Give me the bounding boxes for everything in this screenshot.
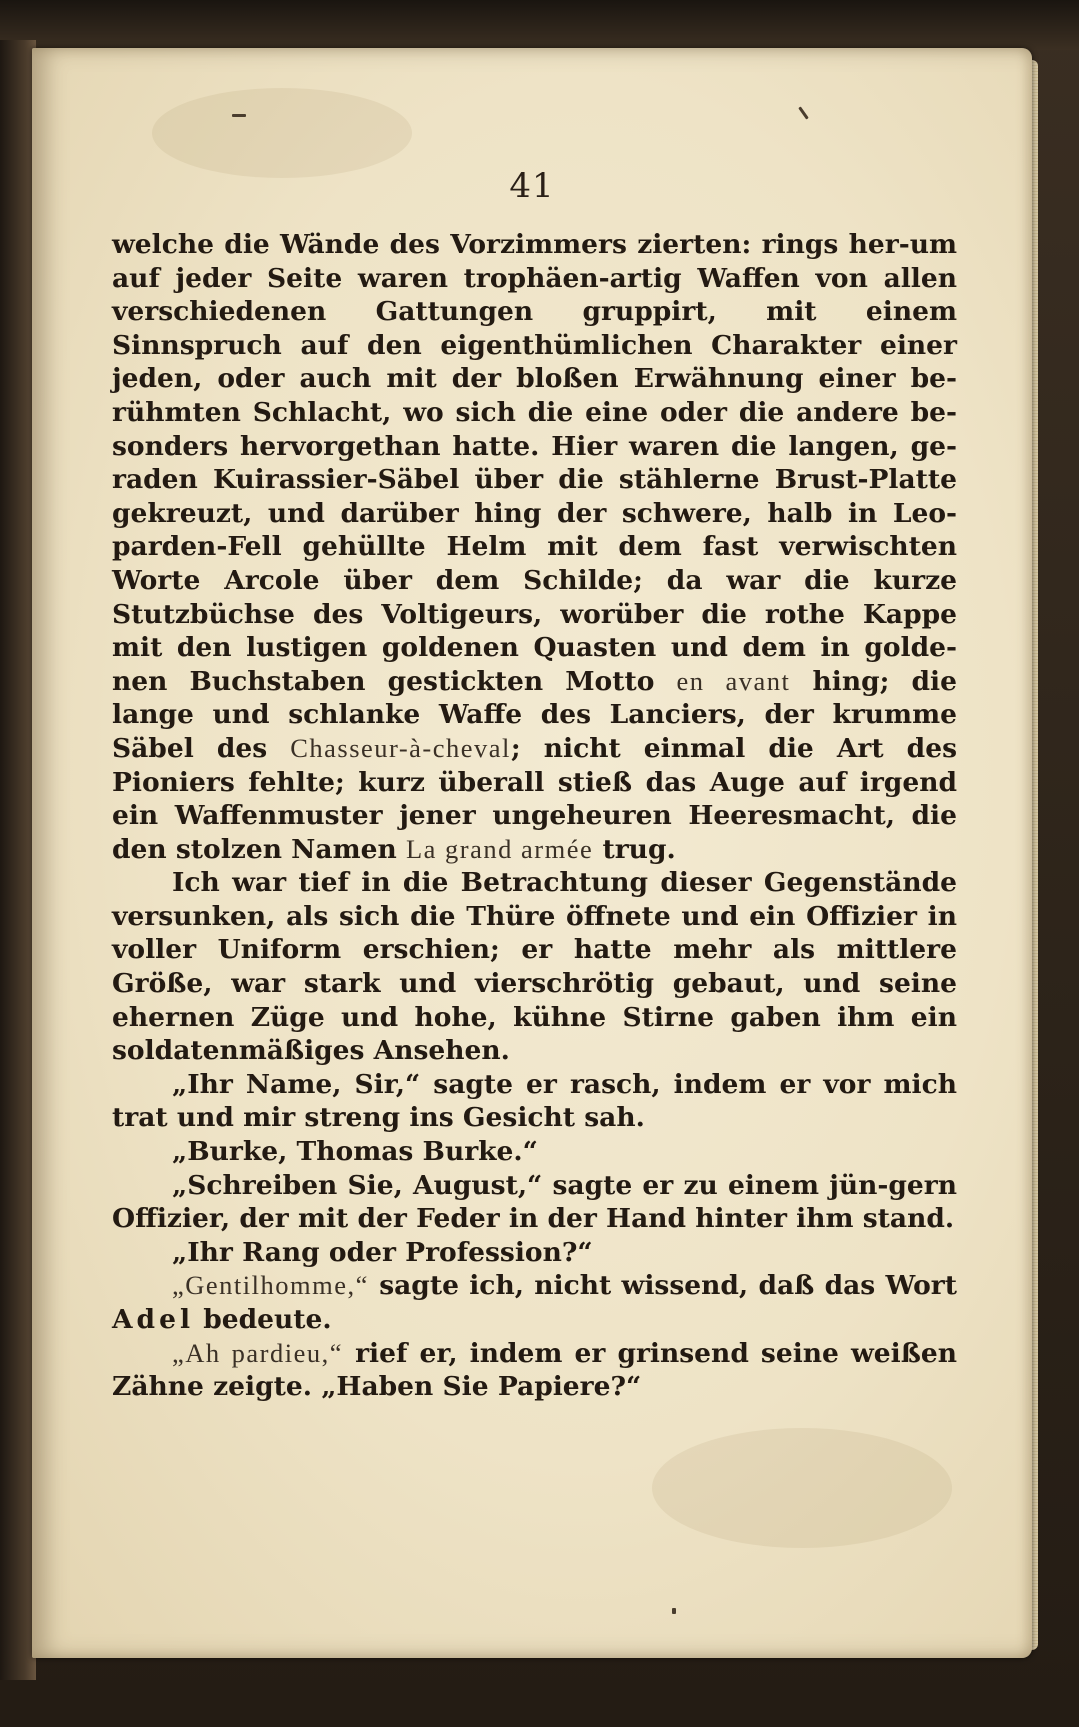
paragraph-1-text-d: trug. <box>602 833 676 865</box>
latin-phrase-en-avant: en avant <box>676 665 791 696</box>
paragraph-1-text-b: hing; die lange und schlanke Waffe des Lanciers, der krumme Säbel des <box>112 665 957 764</box>
paragraph-8-text-a: rief er, indem er grinsend seine weißen Zähne zeigte. „Haben Sie Papiere?“ <box>112 1337 957 1403</box>
body-text <box>112 228 957 1404</box>
paper-stain <box>152 88 412 178</box>
paragraph-7-text-b: bedeute. <box>203 1304 332 1335</box>
paragraph-1-text-a: welche die Wände des Vorzimmers zierten: rings her-um auf jeder Seite waren trophäen-artig Waffen von allen verschiedenen Gattungen gruppirt, mit einem Sinnspruch auf den eigenthümlichen Charakter einer jeden, oder auch mit der bloßen Erwähnung einer be-rühmten Schlacht, wo sich die eine oder die andere be-sonders hervorgethan hatte. Hier waren die langen, ge-raden Kuirassier-Säbel über die stählerne Brust-Platte gekreuzt, und darüber hing der schwere, halb in Leo-parden-Fell gehüllte Helm mit dem fast verwischten Worte Arcole über dem Schilde; da war die kurze Stutzbüchse des Voltigeurs, worüber die rothe Kappe mit den lustigen goldenen Quasten und dem in golde-nen Buchstaben gestickten Motto <box>112 229 957 697</box>
book-cover-left <box>0 40 36 1680</box>
paragraph-8 <box>112 1337 957 1404</box>
paragraph-5: „Schreiben Sie, August,“ sagte er zu einem jün-gern Offizier, der mit der Feder in der Hand hinter ihm stand. <box>112 1169 957 1235</box>
latin-phrase-grand-armee: La grand armée <box>405 833 594 864</box>
ink-speck <box>232 114 246 117</box>
paragraph-6: „Ihr Rang oder Profession?“ <box>172 1236 593 1268</box>
paragraph-1 <box>112 228 957 866</box>
paragraph-4: „Burke, Thomas Burke.“ <box>172 1136 538 1168</box>
book-page <box>32 48 1032 1658</box>
ink-speck <box>798 106 808 119</box>
paragraph-7 <box>112 1269 957 1336</box>
paragraph-2: Ich war tief in die Betrachtung dieser Gegenstände versunken, als sich die Thüre öffnete und ein Offizier in voller Uniform erschien; er hatte mehr als mittlere Größe, war stark und vierschrötig gebaut, und seine ehernen Züge und hohe, kühne Stirne gaben ihm ein soldatenmäßiges Ansehen. <box>112 867 957 1067</box>
page-number: 41 <box>509 166 555 206</box>
spaced-word-adel: Adel <box>112 1304 195 1335</box>
latin-phrase-gentilhomme: „Gentilhomme,“ <box>172 1270 369 1301</box>
paper-stain <box>652 1428 952 1548</box>
paragraph-7-text-a: sagte ich, nicht wissend, daß das Wort <box>379 1270 958 1302</box>
latin-phrase-chasseur: Chasseur-à-cheval <box>290 732 511 763</box>
latin-phrase-pardieu: „Ah pardieu,“ <box>172 1337 343 1368</box>
book-top-edge <box>0 0 1079 50</box>
paragraph-3: „Ihr Name, Sir,“ sagte er rasch, indem er vor mich trat und mir streng ins Gesicht sah. <box>112 1068 957 1134</box>
ink-speck <box>672 1608 676 1614</box>
paragraph-1-text-c: ; nicht einmal die Art des Pioniers fehlte; kurz überall stieß das Auge auf irgend ein Waffenmuster jener ungeheuren Heeresmacht, die den stolzen Namen <box>112 732 957 865</box>
